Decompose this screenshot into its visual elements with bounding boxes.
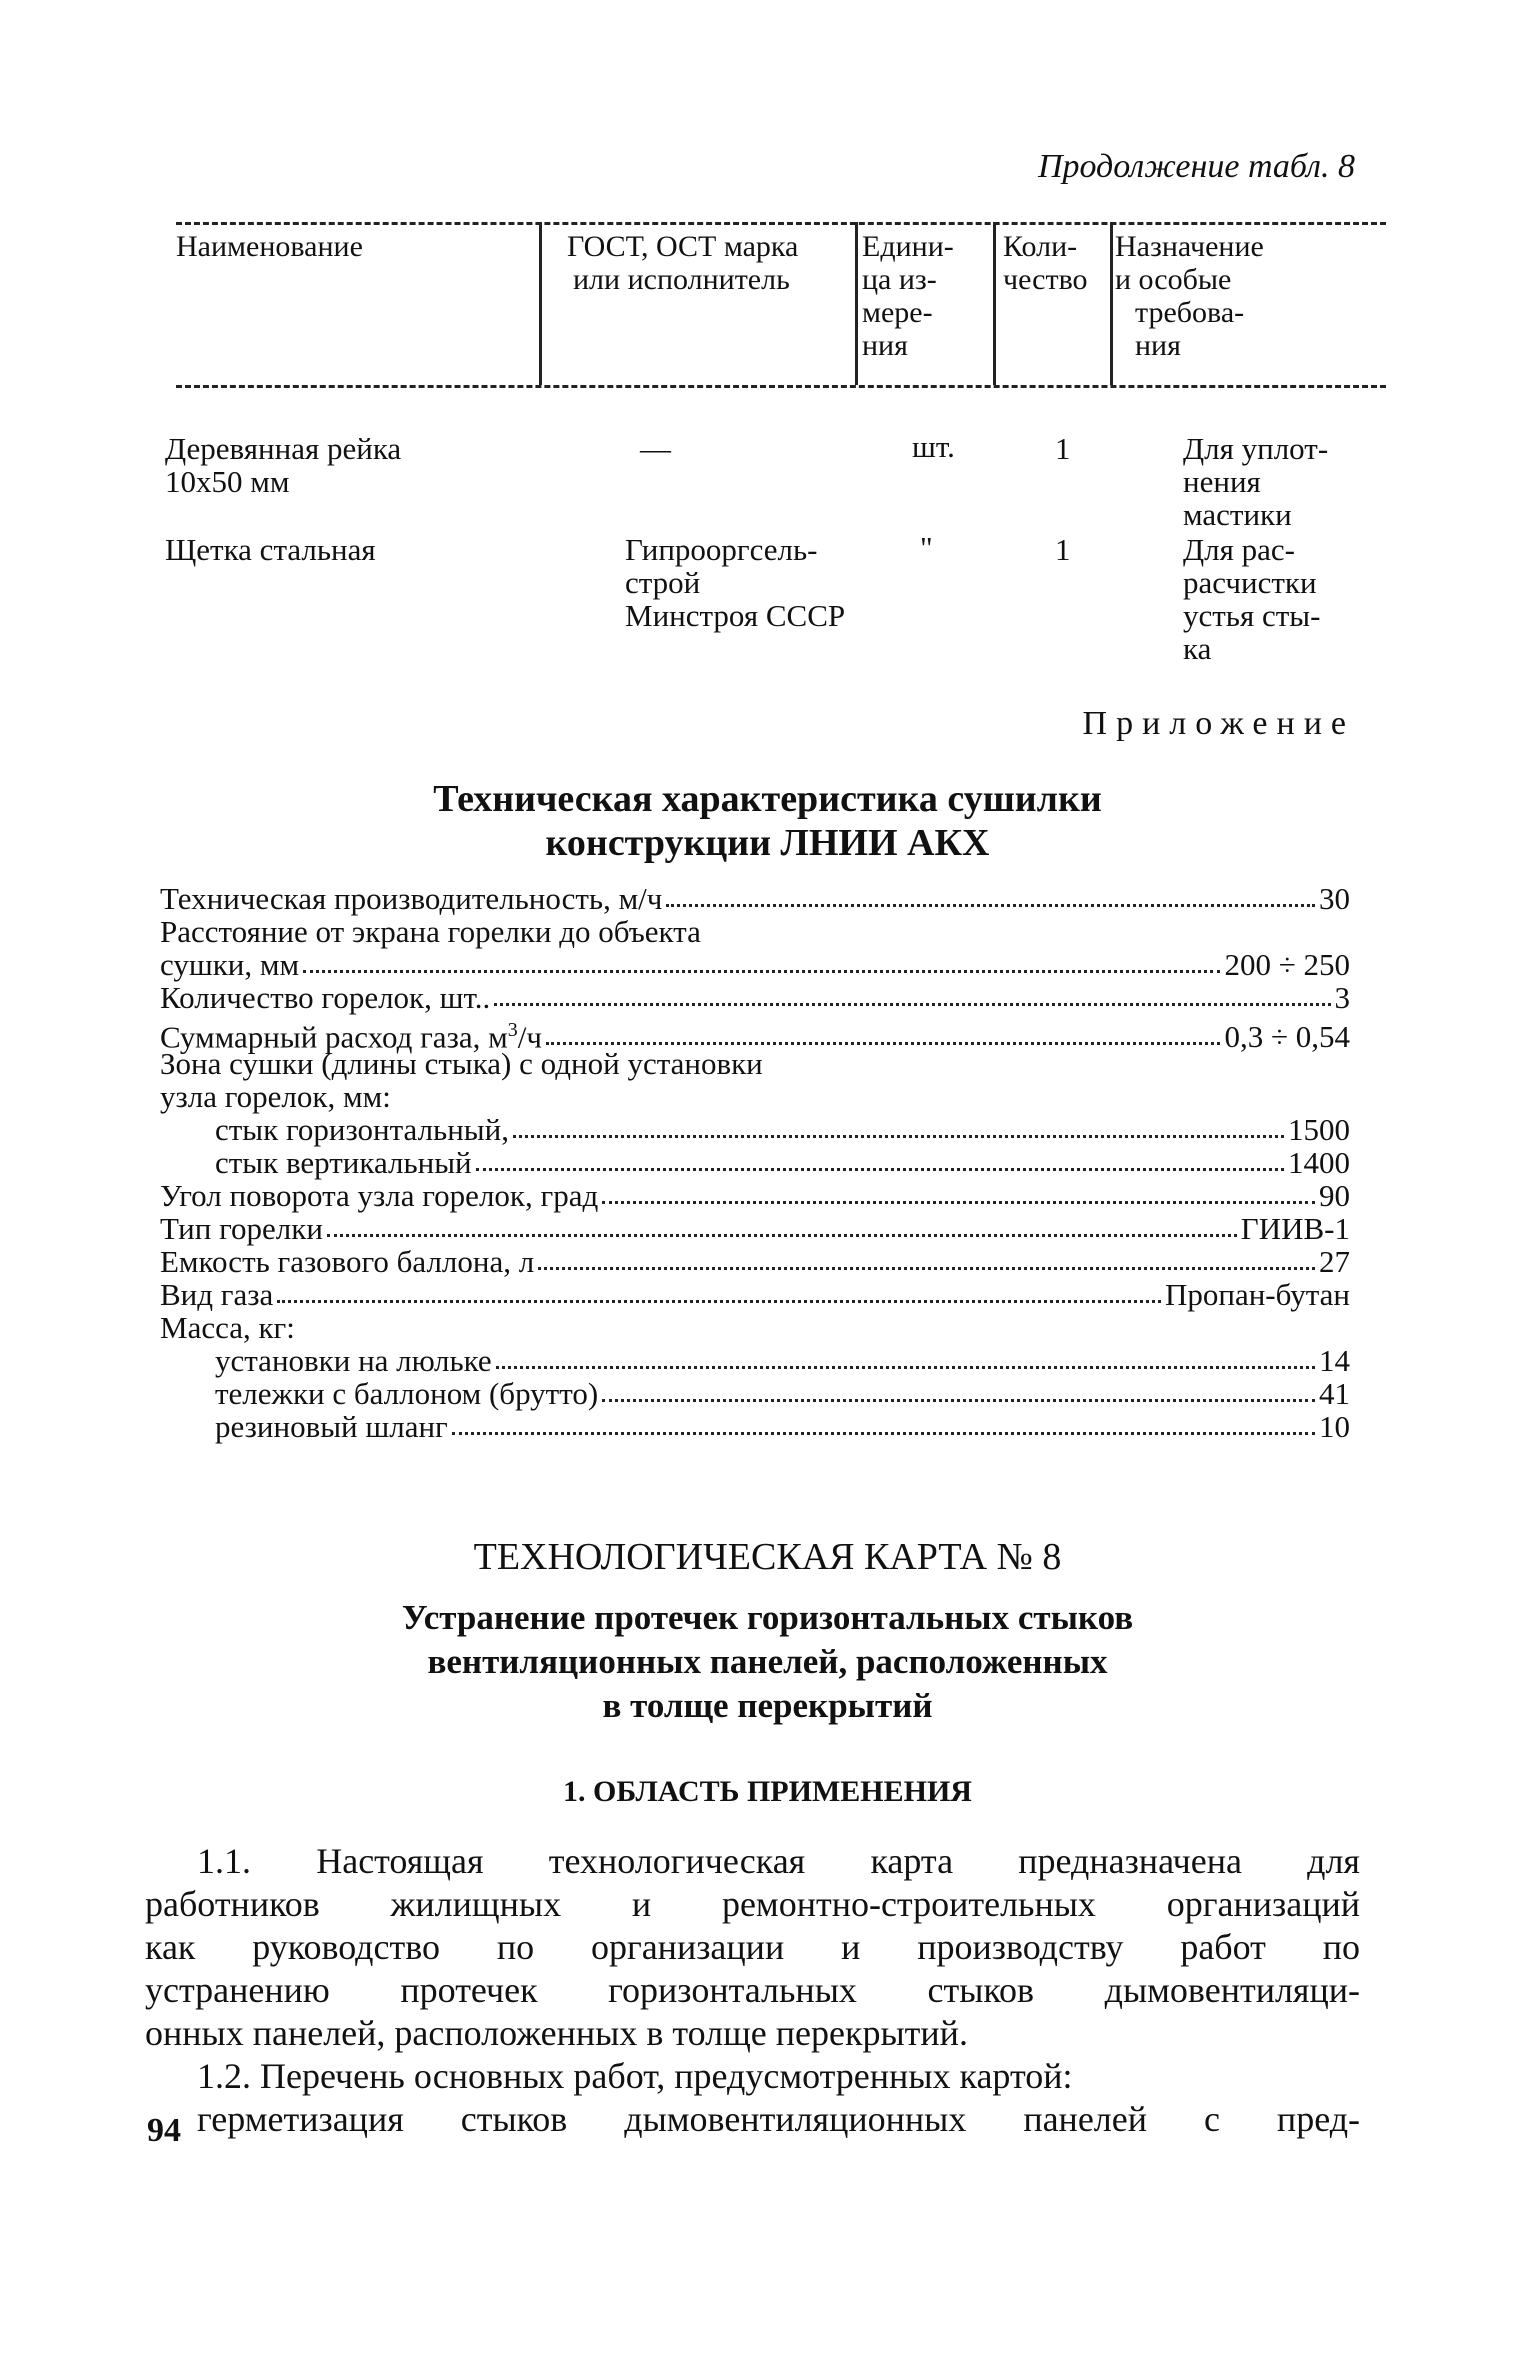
spec-row: Емкость газового баллона, л 27 [160, 1244, 1350, 1279]
appendix-title: Техническая характеристика сушилки конструкции ЛНИИ АКХ [433, 778, 1102, 864]
spec-text: Расстояние от экрана горелки до объекта [160, 914, 701, 949]
spec-row: стык горизонтальный, 1500 [215, 1112, 1350, 1147]
col-header-purpose: Назначение и особые требова- ния [1115, 230, 1264, 362]
page-number: 94 [147, 2112, 181, 2149]
col-divider [539, 222, 542, 385]
spec-row: Суммарный расход газа, $м^3/ч$ 0,3 ÷ 0,54 [160, 1019, 1350, 1055]
spec-row: Вид газа Пропан-бутан [160, 1277, 1350, 1312]
col-header-unit: Едини- ца из- мере- ния [862, 230, 954, 362]
table-top-rule [176, 222, 1386, 225]
paragraph-1-2: 1.2. Перечень основных работ, предусмотренных картой: герметизация стыков дымовентиляционных панелей с пред- [197, 2056, 1360, 2139]
row1-qty: 1 [1055, 431, 1071, 466]
col-header-gost: ГОСТ, ОСТ марка или исполнитель [567, 230, 799, 296]
col-divider [993, 222, 996, 385]
spec-row: Количество горелок, шт.. 3 [160, 980, 1350, 1015]
row2-qty: 1 [1055, 532, 1071, 567]
spec-row: тележки с баллоном (брутто) 41 [215, 1376, 1350, 1411]
row2-name: Щетка стальная [165, 532, 376, 567]
spec-row: Тип горелки ГИИВ-1 [160, 1211, 1350, 1246]
paragraph-1-1: 1.1. Настоящая технологическая карта предназначена для работников жилищных и ремонтно-строительных организаций как руководство по организации и производству работ по устранению протечек горизонтальных стыков дымовентиляци- онных панелей, расположенных в толще перекрытий. [145, 1841, 1360, 2053]
col-divider [855, 222, 858, 385]
section-heading: 1. ОБЛАСТЬ ПРИМЕНЕНИЯ [563, 1775, 972, 1808]
spec-row: установки на люльке 14 [215, 1343, 1350, 1378]
spec-row: Угол поворота узла горелок, град 90 [160, 1178, 1350, 1213]
spec-row: сушки, мм 200 ÷ 250 [160, 947, 1350, 982]
row1-purpose: Для уплот- нения мастики [1183, 431, 1329, 532]
spec-text: Масса, кг: [160, 1310, 295, 1345]
techcard-title: ТЕХНОЛОГИЧЕСКАЯ КАРТА № 8 [473, 1536, 1062, 1578]
col-header-name: Наименование [176, 230, 363, 263]
appendix-label: Приложение [1082, 705, 1355, 742]
spec-row: стык вертикальный 1400 [215, 1145, 1350, 1180]
col-header-qty: Коли- чество [1003, 230, 1088, 296]
row2-unit: " [920, 530, 933, 565]
continuation-label: Продолжение табл. 8 [1037, 148, 1355, 185]
table-header-rule [176, 385, 1386, 388]
spec-row: резиновый шланг 10 [215, 1409, 1350, 1444]
row1-unit: шт. [912, 429, 955, 464]
row1-gost: — [640, 431, 671, 466]
spec-text: Зона сушки (длины стыка) с одной установки [160, 1046, 763, 1081]
techcard-subtitle: Устранение протечек горизонтальных стыков вентиляционных панелей, расположенных в толще перекрытий [401, 1598, 1134, 1725]
col-divider [1110, 222, 1113, 385]
spec-text: узла горелок, мм: [160, 1079, 391, 1114]
row2-gost: Гипрооргсель- строй Минстроя СССР [625, 532, 846, 633]
row2-purpose: Для рас- расчистки устья сты- ка [1183, 532, 1321, 666]
row1-name: Деревянная рейка 10x50 мм [165, 431, 402, 499]
spec-row: Техническая производительность, м/ч 30 [160, 881, 1350, 916]
